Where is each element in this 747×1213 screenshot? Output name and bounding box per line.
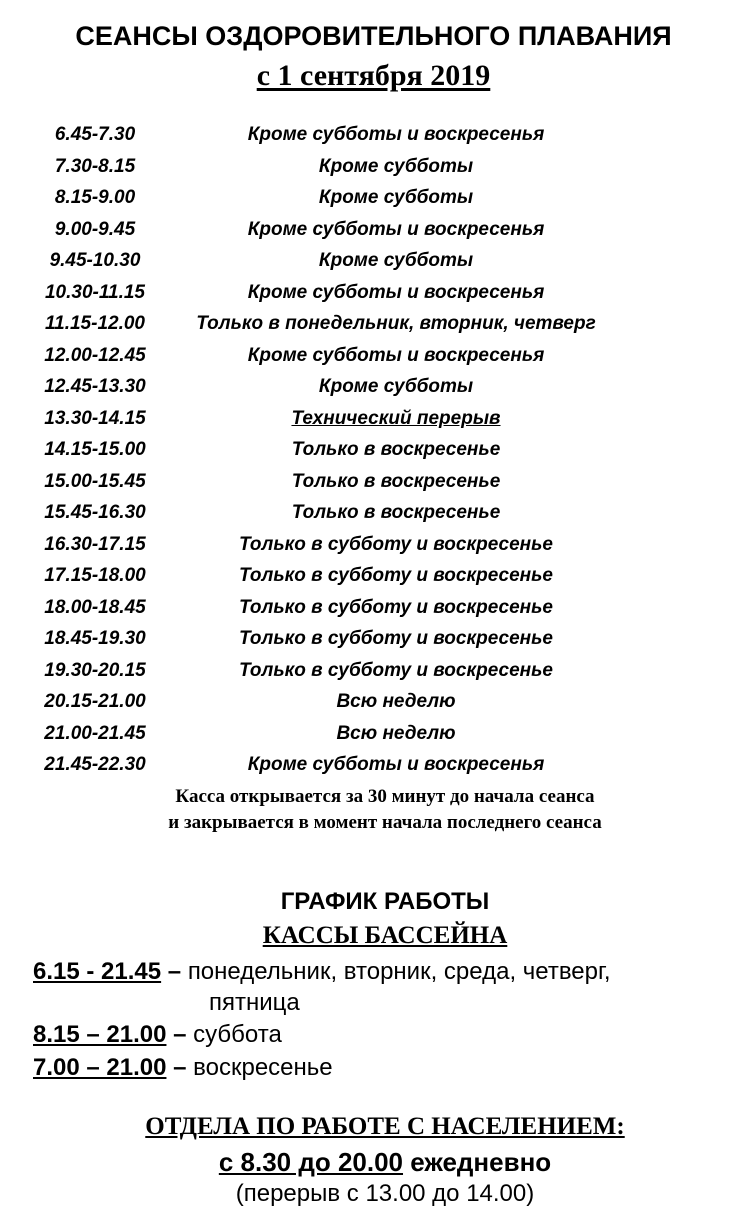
kassa-time: 7.00 – 21.00	[33, 1054, 167, 1081]
session-time: 12.45-13.30	[44, 376, 146, 397]
session-time: 15.45-16.30	[44, 502, 146, 523]
kassa-days: воскресенье	[193, 1054, 333, 1081]
session-days: Кроме субботы	[318, 250, 474, 271]
session-row	[0, 214, 747, 246]
session-time: 13.30-14.15	[44, 407, 146, 429]
session-days: Кроме субботы	[318, 155, 474, 177]
kassa-dash: –	[167, 958, 182, 985]
session-time: 6.45-7.30	[54, 124, 136, 145]
session-row	[0, 371, 747, 403]
session-row	[0, 749, 747, 781]
department-hours-range: с 8.30 до 20.00	[218, 1147, 404, 1177]
kassa-hours-saturday	[33, 1018, 282, 1051]
kassa-hours-sunday	[33, 1051, 333, 1084]
session-days: Только в воскресенье	[291, 502, 501, 523]
session-row	[0, 623, 747, 655]
session-days: Всю неделю	[336, 691, 456, 712]
session-days: Только в субботу и воскресенье	[239, 596, 553, 618]
session-time: 17.15-18.00	[44, 565, 146, 586]
session-days: Только в субботу и воскресенье	[239, 628, 553, 649]
session-days: Только в воскресенье	[291, 439, 501, 460]
session-days: Всю неделю	[336, 722, 456, 744]
session-time: 14.15-15.00	[44, 439, 146, 460]
session-days: Кроме субботы и воскресенья	[247, 124, 545, 145]
session-days: Кроме субботы и воскресенья	[247, 281, 545, 303]
session-row	[0, 182, 747, 214]
kassa-time: 8.15 – 21.00	[33, 1021, 167, 1048]
session-time: 7.30-8.15	[54, 155, 136, 177]
session-days: Кроме субботы	[318, 187, 474, 208]
session-row	[0, 686, 747, 718]
session-days: Кроме субботы и воскресенья	[247, 754, 545, 775]
page-subtitle: с 1 сентября 2019	[256, 59, 491, 92]
session-time: 10.30-11.15	[44, 281, 145, 303]
session-row	[0, 466, 747, 498]
department-hours	[0, 1145, 747, 1179]
session-row	[0, 497, 747, 529]
department-heading: ОТДЕЛА ПО РАБОТЕ С НАСЕЛЕНИЕМ:	[145, 1113, 625, 1140]
cashier-note-line-1: Касса открывается за 30 минут до начала сеанса	[175, 786, 595, 807]
schedule-heading: ГРАФИК РАБОТЫ	[280, 888, 490, 915]
cashier-note-line-2: и закрывается в момент начала последнего сеанса	[168, 812, 602, 833]
sessions-table	[0, 119, 747, 781]
session-row	[0, 718, 747, 750]
session-days: Кроме субботы и воскресенья	[247, 218, 545, 240]
session-row	[0, 340, 747, 372]
kassa-hours-weekdays	[33, 955, 611, 988]
kassa-days: суббота	[193, 1021, 282, 1048]
session-row	[0, 119, 747, 151]
session-row	[0, 434, 747, 466]
session-time: 11.15-12.00	[44, 313, 145, 334]
session-days: Кроме субботы	[318, 376, 474, 397]
session-row	[0, 655, 747, 687]
session-row	[0, 529, 747, 561]
session-time: 21.45-22.30	[44, 754, 146, 775]
session-time: 15.00-15.45	[44, 470, 146, 492]
session-days: Только в субботу и воскресенье	[239, 659, 553, 681]
session-row	[0, 592, 747, 624]
session-time: 8.15-9.00	[54, 187, 136, 208]
kassa-heading: КАССЫ БАССЕЙНА	[262, 922, 508, 949]
session-row	[0, 245, 747, 277]
session-days: Кроме субботы и воскресенья	[247, 344, 545, 366]
session-time: 19.30-20.15	[44, 659, 146, 681]
kassa-dash: –	[173, 1054, 187, 1081]
session-time: 18.00-18.45	[44, 596, 146, 618]
session-row	[0, 277, 747, 309]
kassa-time: 6.15 - 21.45	[33, 958, 162, 985]
session-time: 20.15-21.00	[44, 691, 146, 712]
session-time: 9.45-10.30	[49, 250, 141, 271]
session-days: Только в понедельник, вторник, четверг	[196, 313, 596, 334]
session-row	[0, 403, 747, 435]
kassa-dash: –	[173, 1021, 187, 1048]
session-time: 12.00-12.45	[44, 344, 146, 366]
session-time: 16.30-17.15	[44, 533, 146, 555]
kassa-days: понедельник, вторник, среда, четверг,	[187, 958, 611, 985]
session-time: 21.00-21.45	[44, 722, 146, 744]
session-row	[0, 560, 747, 592]
page-title: СЕАНСЫ ОЗДОРОВИТЕЛЬНОГО ПЛАВАНИЯ	[75, 21, 672, 51]
session-days-break: Технический перерыв	[291, 407, 501, 429]
session-time: 18.45-19.30	[44, 628, 146, 649]
department-break: (перерыв с 13.00 до 14.00)	[235, 1180, 535, 1207]
kassa-days-continued: пятница	[209, 989, 300, 1016]
session-time: 9.00-9.45	[54, 218, 136, 240]
session-days: Только в воскресенье	[291, 470, 501, 492]
session-days: Только в субботу и воскресенье	[239, 565, 553, 586]
session-row	[0, 308, 747, 340]
session-row	[0, 151, 747, 183]
department-hours-suffix: ежедневно	[410, 1147, 552, 1177]
session-days: Только в субботу и воскресенье	[239, 533, 553, 555]
